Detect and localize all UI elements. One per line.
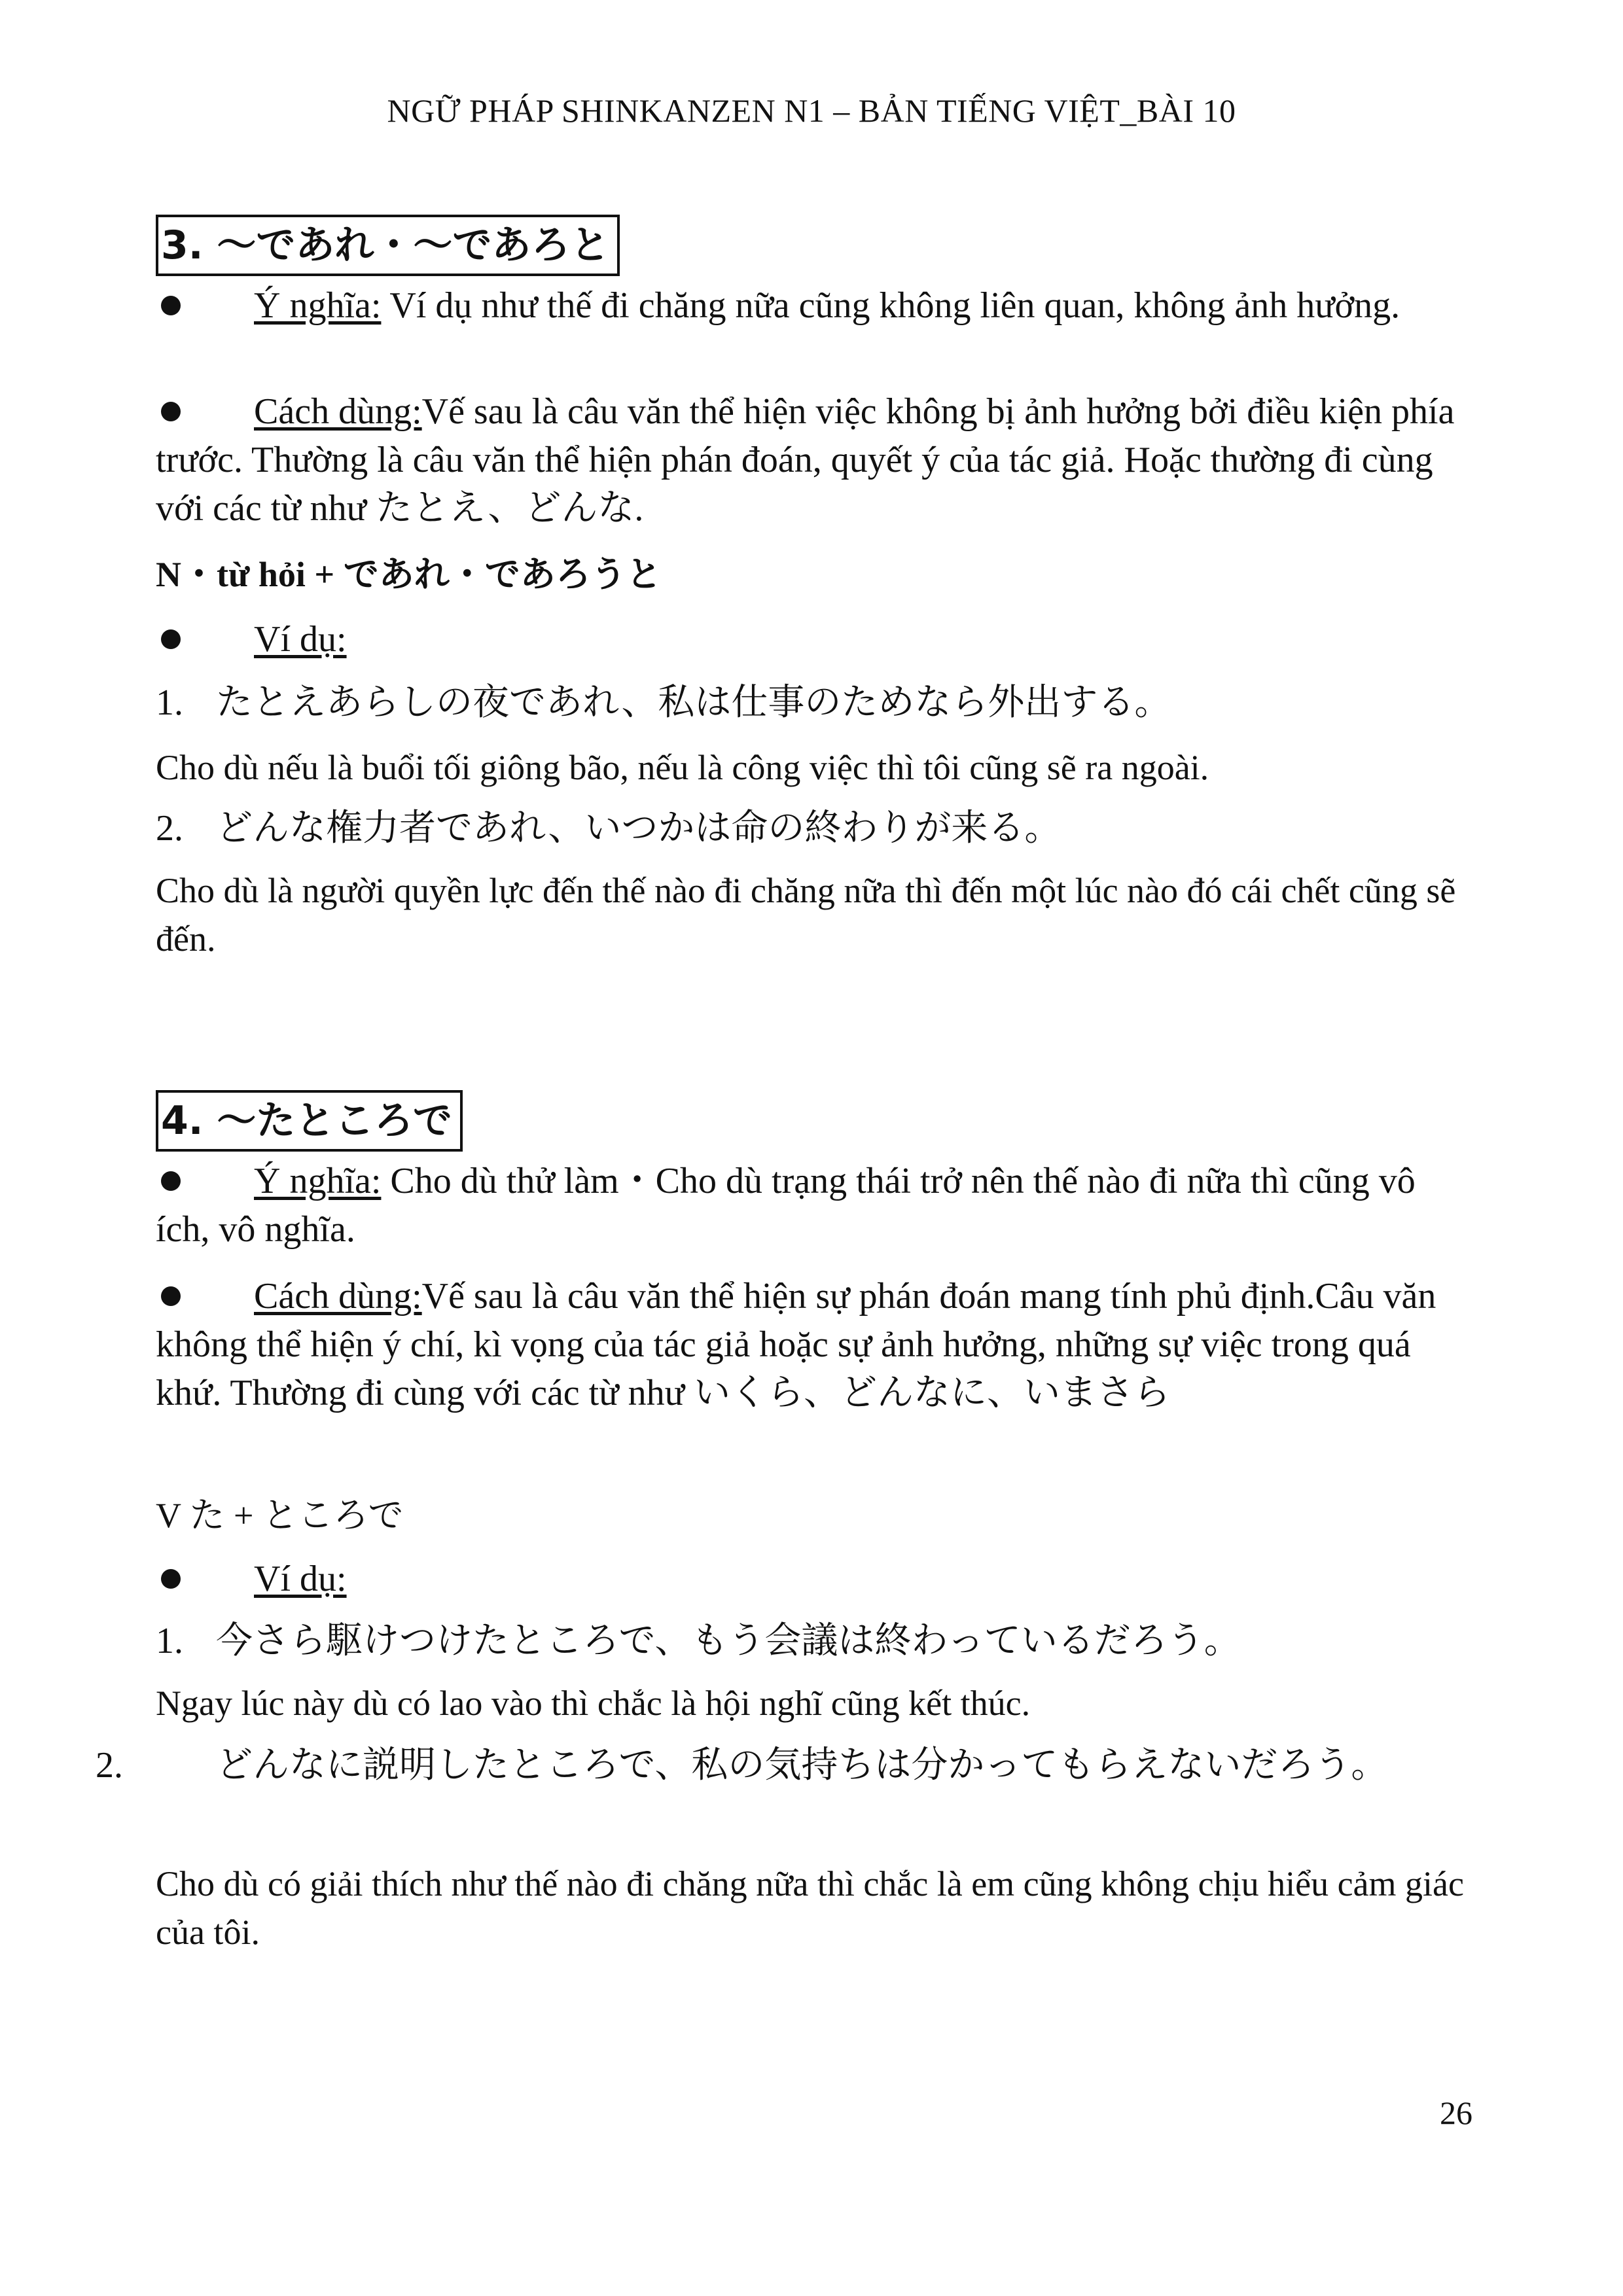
usage-label: Cách dùng: bbox=[254, 1276, 422, 1316]
section-4-example-2: 2. どんなに説明したところで、私の気持ちは分かってもらえないだろう。 bbox=[96, 1744, 1388, 1786]
meaning-text: Ví dụ như thế đi chăng nữa cũng không liên quan, không ảnh hưởng. bbox=[381, 285, 1400, 326]
usage-text: Vế sau là câu văn thể hiện việc không bị ảnh hưởng bởi điều kiện phía trước. Thường là câu văn thể hiện phán đoán, quyết ý của tác giả. Hoặc thường đi cùng với các từ như bbox=[156, 391, 1455, 529]
section-4-usage bbox=[156, 1272, 1471, 1417]
section-3-formula bbox=[156, 551, 1471, 598]
section-3-meaning bbox=[156, 281, 1471, 330]
section-4-example-1: 1. 今さら駆けつけたところで、もう会議は終わっているだろう。 bbox=[156, 1619, 1241, 1662]
bullet-icon bbox=[161, 1569, 181, 1589]
section-4-title: 4. ～たところで bbox=[156, 1090, 463, 1152]
page-header: NGỮ PHÁP SHINKANZEN N1 – BẢN TIẾNG VIỆT_BÀI 10 bbox=[387, 92, 1236, 129]
meaning-text: Cho dù thử làm・Cho dù trạng thái trở nên thế nào đi nữa thì cũng vô ích, vô nghĩa. bbox=[156, 1161, 1416, 1250]
bullet-icon bbox=[161, 402, 181, 421]
section-3-example-1-translation: Cho dù nếu là buổi tối giông bão, nếu là công việc thì tôi cũng sẽ ra ngoài. bbox=[156, 748, 1209, 787]
bullet-icon bbox=[161, 1286, 181, 1306]
section-3-usage: Cách dùng:Vế sau là câu văn thể hiện việc không bị ảnh hưởng bởi điều kiện phía trước. Thường là câu văn thể hiện phán đoán, quyết ý của tác giả. Hoặc thường đi cùng với các từ như たとえ、どんな. bbox=[156, 391, 1455, 529]
section-4-example-label: Ví dụ: bbox=[156, 1555, 1471, 1603]
section-3-example-2-translation: Cho dù là người quyền lực đến thế nào đi chăng nữa thì đến một lúc nào đó cái chết cũng sẽ đến. bbox=[156, 871, 1456, 959]
usage-text: Vế sau là câu văn thể hiện sự phán đoán mang tính phủ định.Câu văn không thể hiện ý chí, kì vọng của tác giả hoặc sự ảnh hưởng, những sự việc trong quá khứ. Thường đi cùng với các từ như bbox=[156, 1276, 1436, 1413]
section-4-formula bbox=[156, 1492, 1471, 1539]
formula-jp: であれ・であろうと bbox=[343, 554, 662, 595]
bullet-icon bbox=[161, 629, 181, 649]
usage-label: Cách dùng: bbox=[254, 391, 422, 432]
formula-lead: V た + bbox=[156, 1496, 262, 1535]
page-number: 26 bbox=[1440, 2094, 1472, 2131]
section-4-meaning bbox=[156, 1157, 1471, 1254]
meaning-label: Ý nghĩa: bbox=[254, 285, 382, 326]
meaning-label: Ý nghĩa: bbox=[254, 1161, 382, 1201]
section-3-example-2: 2. どんな権力者であれ、いつかは命の終わりが来る。 bbox=[156, 807, 1061, 849]
section-3-example-1: 1. たとえあらしの夜であれ、私は仕事のためなら外出する。 bbox=[156, 681, 1171, 724]
bullet-icon bbox=[161, 1171, 181, 1191]
usage-jp: たとえ、どんな bbox=[376, 487, 635, 529]
formula-jp: ところで bbox=[262, 1494, 404, 1536]
usage-jp: いくら、どんなに、いまさら bbox=[693, 1371, 1170, 1414]
section-3-example-label: Ví dụ: bbox=[156, 615, 1471, 663]
section-4-example-2-translation: Cho dù có giải thích như thế nào đi chăng nữa thì chắc là em cũng không chịu hiểu cảm giác của tôi. bbox=[156, 1864, 1464, 1952]
bullet-icon bbox=[161, 296, 181, 315]
section-3-title: 3. ～であれ・～であろと bbox=[156, 215, 620, 276]
section-4-example-1-translation: Ngay lúc này dù có lao vào thì chắc là hội nghĩ cũng kết thúc. bbox=[156, 1684, 1031, 1723]
formula-lead: N・từ hỏi + bbox=[156, 555, 344, 594]
